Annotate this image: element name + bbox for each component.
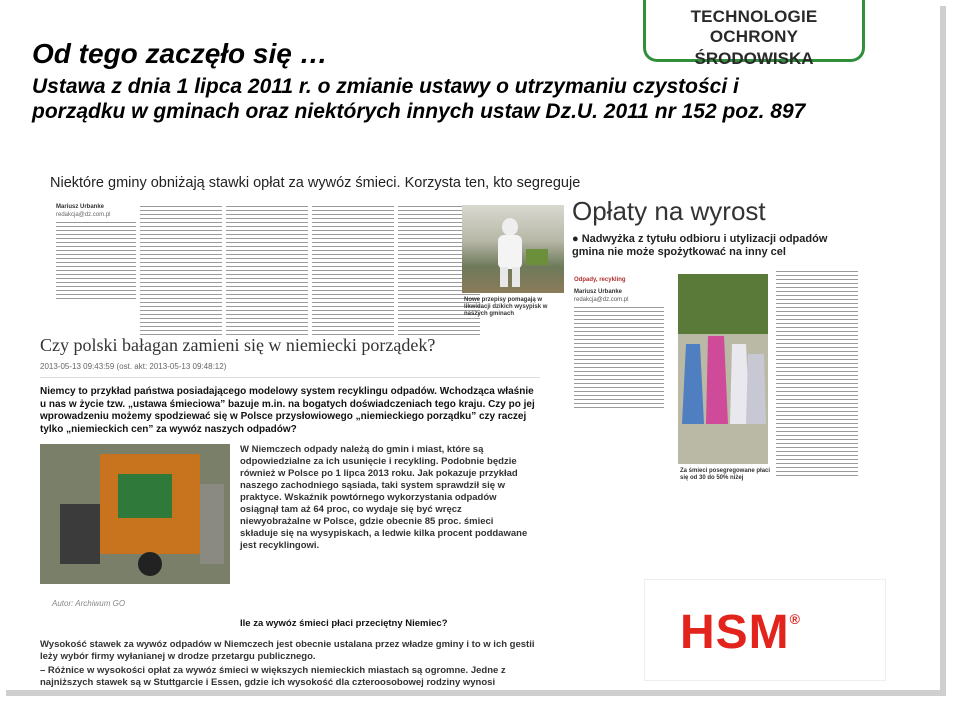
article-body: W Niemczech odpady należą do gmin i miast, które są odpowiedzialne za ich usunięcie i recykling. Podobnie będzie również w Polsce po 1 lipca 2013 roku. Jak pokazuje przykład naszego zachodniego sąsiada, taki system sprawdził się w praktyce. Wskaźnik powtórnego wykorzystania odpadów osiągnął tam aż 64 proc, co wydaje się być wręcz niewyobrażalne w Polsce, gdzie obecnie 85 proc. śmieci składuje się na wysypiskach, a ledwie kilka procent poddawane jest recyklingowi. [240, 444, 528, 551]
garbage-bags-icon [678, 274, 768, 464]
clipping-2-right-column [776, 268, 858, 479]
hsm-logo-text: HSM [680, 606, 790, 659]
slide-subtitle: Ustawa z dnia 1 lipca 2011 r. o zmianie ustawy o utrzymaniu czystości i porządku w gminach oraz niektórych innych ustaw Dz.U. 2011 nr 152 poz. 897 [32, 75, 806, 123]
clipping-2-left-column [574, 276, 664, 411]
clipping-1-headline: Niektóre gminy obniżają stawki opłat za wywóz śmieci. Korzysta ten, kto segreguje [50, 175, 581, 191]
article-headline: Czy polski bałagan zamieni się w niemiecki porządek? [40, 335, 436, 355]
article-photo [40, 444, 230, 584]
worker-figure-icon [462, 205, 564, 293]
garbage-truck-icon [40, 444, 230, 584]
clipping-1-column-4 [312, 203, 394, 350]
clipping-1-photo [462, 205, 564, 293]
clipping-2-text-block [574, 307, 664, 408]
clipping-1-author: Mariusz Urbanke [56, 204, 105, 210]
clipping-2-author: Mariusz Urbanke [574, 289, 623, 295]
clipping-1-text-block [56, 222, 136, 299]
article-lead: Niemcy to przykład państwa posiadającego modelowy system recyklingu odpadów. Wchodząca właśnie u nas w życie tzw. „ustawa śmieciowa” bazuje m.in. na bogatych doświadczeniach tego kraju. Czy po jej wprowadzeniu możemy spodziewać się w Polsce przysłowiowego „niemieckiego porządku” czy raczej tylko „niemieckich cen” za wywóz naszych odpadów? [40, 386, 535, 435]
badge-line-1: TECHNOLOGIE OCHRONY [690, 7, 818, 46]
article-divider [40, 377, 540, 378]
clipping-2-subheadline: ● Nadwyżka z tytułu odbioru i utylizacji odpadów gmina nie może spożytkować na inny cel [572, 233, 828, 258]
header-badge [643, 0, 865, 68]
clipping-2-section: Odpady, recykling [574, 277, 626, 283]
registered-mark: ® [789, 611, 801, 627]
clipping-1-email: redakcja@dz.com.pl [56, 212, 111, 218]
hsm-logo [680, 605, 801, 660]
clipping-2-photo [678, 274, 768, 464]
newspaper-clipping-2 [572, 196, 862, 496]
article-body-3: – Różnice w wysokości opłat za wywóz śmieci w większych niemieckich miastach są ogromne. Jedne z najniższych stawek są w Stuttgarcie i Essen, gdzie ich wysokość dla czteroosobowej rodziny wynosi [40, 665, 506, 688]
clipping-1-caption: Nowe przepisy pomagają w likwidacji dzikich wysypisk w naszych gminach [464, 297, 548, 317]
clipping-1-column-3 [226, 203, 308, 350]
clipping-2-headline: Opłaty na wyrost [572, 196, 766, 226]
clipping-2-subheadline-text: Nadwyżka z tytułu odbioru i utylizacji odpadów gmina nie może spożytkować na inny cel [572, 233, 828, 258]
article-question: Ile za wywóz śmieci płaci przeciętny Niemiec? [240, 618, 448, 629]
clipping-2-email: redakcja@dz.com.pl [574, 297, 629, 303]
web-article-clipping [40, 335, 540, 688]
clipping-2-caption: Za śmieci posegregowane płaci się od 30 do 50% niżej [680, 468, 771, 481]
clipping-1-column-2 [140, 203, 222, 350]
article-body-wrap [40, 444, 540, 614]
badge-line-2: ŚRODOWISKA [694, 49, 814, 68]
article-date: 2013-05-13 09:43:59 (ost. akt: 2013-05-13 09:48:12) [40, 362, 227, 371]
clipping-1-column-1 [56, 203, 136, 302]
article-body-2: Wysokość stawek za wywóz odpadów w Niemczech jest obecnie ustalana przez władze gminy i to w ich gestii leży wybór firmy wyłanianej w drodze przetargu publicznego. [40, 639, 535, 662]
article-photo-credit: Autor: Archiwum GO [52, 599, 126, 608]
slide-title: Od tego zaczęło się … [32, 38, 328, 69]
newspaper-clipping-1 [50, 175, 581, 360]
